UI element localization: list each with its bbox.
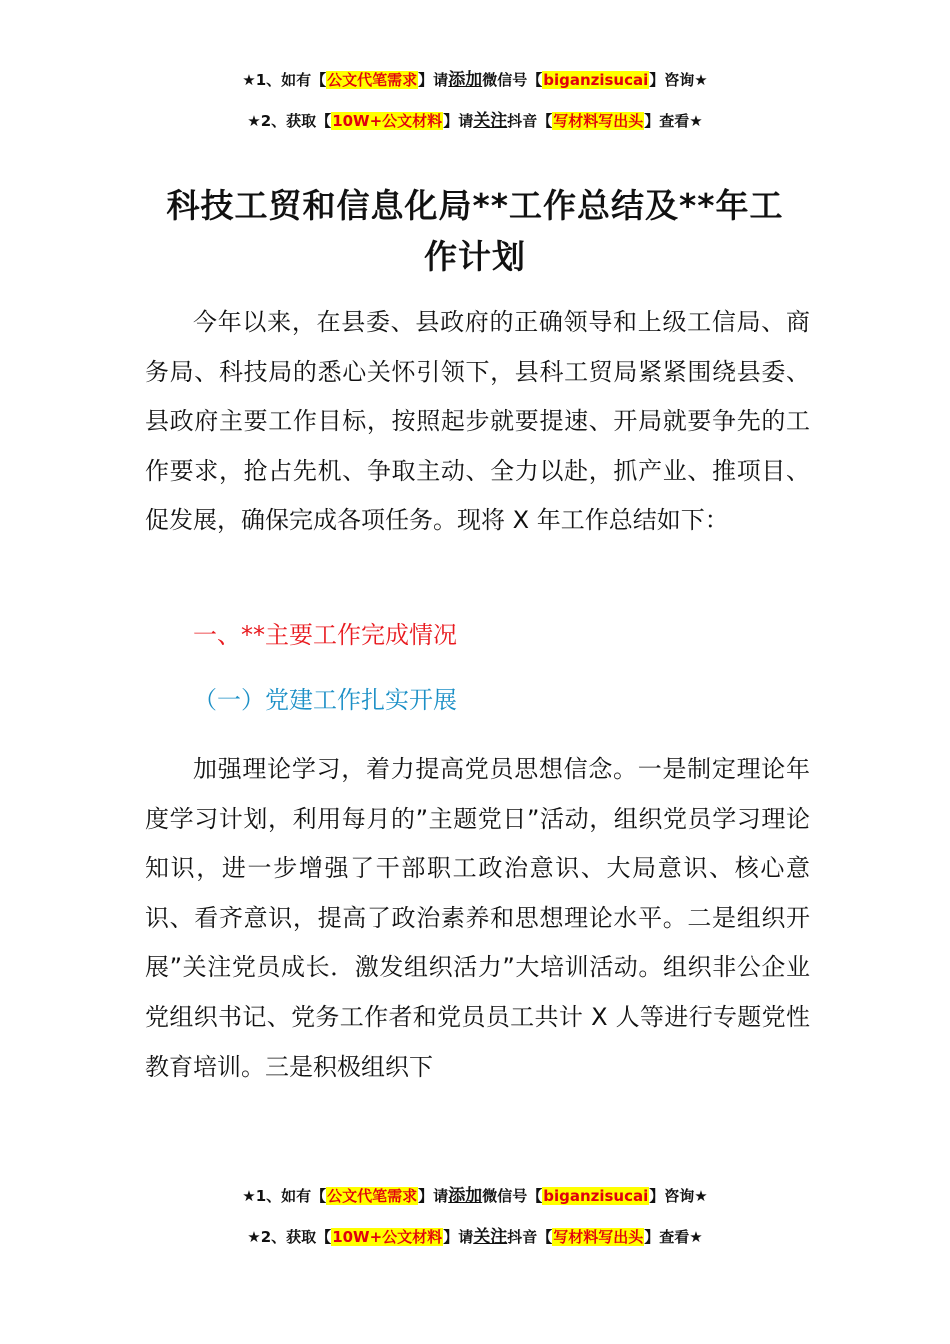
body-paragraph: 加强理论学习，着力提高党员思想信念。一是制定理论年度学习计划，利用每月的”主题党日”活动，组织党员学习理论知识，进一步增强了干部职工政治意识、大局意识、核心意识、看齐意识，提高了政治素养和思想理论水平。二是组织开展”关注党员成长．激发组织活力”大培训活动。组织非公企业党组织书记、党务工作者和党员员工共计 X 人等进行专题党性教育培训。三是积极组织下 xyxy=(145,755,810,1081)
banner-emphasis: 添加 xyxy=(448,70,483,90)
banner-text: 】请 xyxy=(418,1187,449,1205)
banner-highlight: 公文代笔需求 xyxy=(327,71,418,89)
footer-banner-line-1 xyxy=(0,1186,950,1206)
banner-text: 微信号【 xyxy=(482,71,543,89)
banner-emphasis: 关注 xyxy=(473,1227,508,1247)
banner-highlight: 10W+公文材料 xyxy=(332,1228,443,1246)
subsection-heading: （一）党建工作扎实开展 xyxy=(193,686,457,714)
banner-wechat-id: biganzisucai xyxy=(543,1187,649,1205)
banner-highlight: 公文代笔需求 xyxy=(327,1187,418,1205)
banner-text: 】请 xyxy=(418,71,449,89)
banner-highlight: 10W+公文材料 xyxy=(332,112,443,130)
banner-suffix: 】查看★ xyxy=(644,1228,703,1246)
banner-prefix: ★1、如有【 xyxy=(242,1187,327,1205)
banner-text: 微信号【 xyxy=(482,1187,543,1205)
banner-emphasis: 关注 xyxy=(473,111,508,131)
banner-emphasis: 添加 xyxy=(448,1186,483,1206)
intro-paragraph: 今年以来，在县委、县政府的正确领导和上级工信局、商务局、科技局的悉心关怀引领下，县科工贸局紧紧围绕县委、县政府主要工作目标，按照起步就要提速、开局就要争先的工作要求，抢占先机、争取主动、全力以赴，抓产业、推项目、促发展，确保完成各项任务。现将 X 年工作总结如下： xyxy=(145,308,810,535)
footer-banner-line-2 xyxy=(0,1227,950,1247)
header-banner-line-1 xyxy=(0,70,950,90)
banner-suffix: 】查看★ xyxy=(644,112,703,130)
banner-douyin-id: 写材料写出头 xyxy=(553,112,644,130)
banner-text: 】请 xyxy=(443,1228,474,1246)
banner-text: 抖音【 xyxy=(507,112,553,130)
banner-prefix: ★1、如有【 xyxy=(242,71,327,89)
header-banner-line-2 xyxy=(0,111,950,131)
banner-suffix: 】咨询★ xyxy=(649,71,708,89)
section-heading: 一、**主要工作完成情况 xyxy=(193,621,457,649)
banner-text: 抖音【 xyxy=(507,1228,553,1246)
document-title: 科技工贸和信息化局**工作总结及**年工作计划 xyxy=(166,186,784,276)
banner-prefix: ★2、获取【 xyxy=(247,1228,332,1246)
banner-prefix: ★2、获取【 xyxy=(247,112,332,130)
banner-douyin-id: 写材料写出头 xyxy=(553,1228,644,1246)
banner-suffix: 】咨询★ xyxy=(649,1187,708,1205)
banner-text: 】请 xyxy=(443,112,474,130)
banner-wechat-id: biganzisucai xyxy=(543,71,649,89)
